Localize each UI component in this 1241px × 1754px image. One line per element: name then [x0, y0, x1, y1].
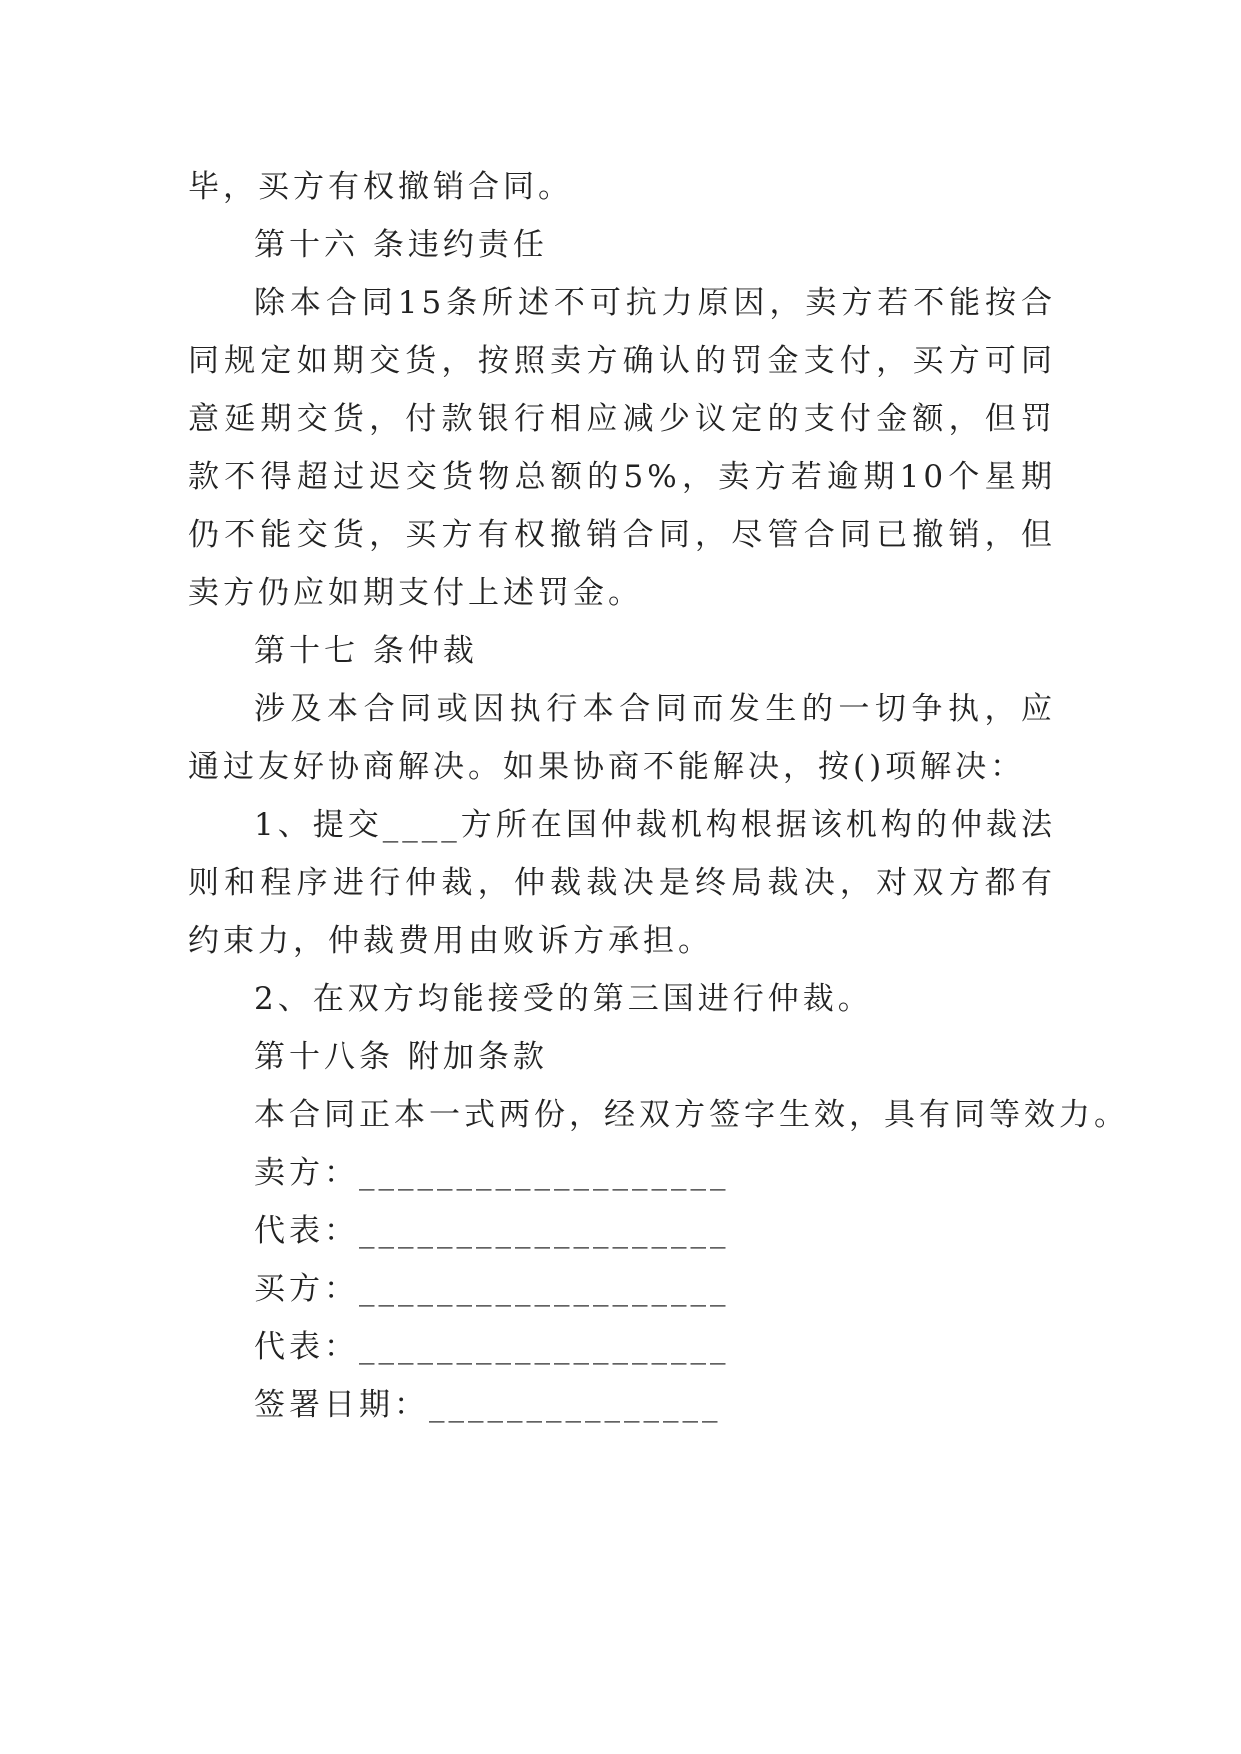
- buyer-representative-line: 代表：___________________: [254, 1329, 730, 1365]
- paragraph-continuation: 毕，买方有权撤销合同。: [188, 169, 573, 205]
- article-17-item-1: 1、提交____方所在国仲裁机构根据该机构的仲裁法则和程序进行仲裁，仲裁裁决是终局裁决，对双方都有约束力，仲裁费用由败诉方承担。: [188, 807, 1056, 959]
- article-16-heading: 第十六 条违约责任: [254, 227, 548, 263]
- article-17-item-2: 2、在双方均能接受的第三国进行仲裁。: [254, 981, 873, 1017]
- seller-representative-line: 代表：___________________: [254, 1213, 730, 1249]
- article-16-body: 除本合同15条所述不可抗力原因，卖方若不能按合同规定如期交货，按照卖方确认的罚金支付，买方可同意延期交货，付款银行相应减少议定的支付金额，但罚款不得超过迟交货物总额的5%，卖方若逾期10个星期仍不能交货，买方有权撤销合同，尽管合同已撤销，但卖方仍应如期支付上述罚金。: [188, 285, 1056, 611]
- article-18-body: 本合同正本一式两份，经双方签字生效，具有同等效力。: [254, 1097, 1129, 1133]
- seller-signature-line: 卖方：___________________: [254, 1155, 730, 1191]
- article-17-heading: 第十七 条仲裁: [254, 633, 478, 669]
- document-body: [188, 158, 1129, 1434]
- article-18-heading: 第十八条 附加条款: [254, 1039, 548, 1075]
- buyer-signature-line: 买方：___________________: [254, 1271, 730, 1307]
- signing-date-line: 签署日期：_______________: [254, 1387, 722, 1423]
- article-17-body: 涉及本合同或因执行本合同而发生的一切争执，应通过友好协商解决。如果协商不能解决，按()项解决：: [188, 691, 1056, 785]
